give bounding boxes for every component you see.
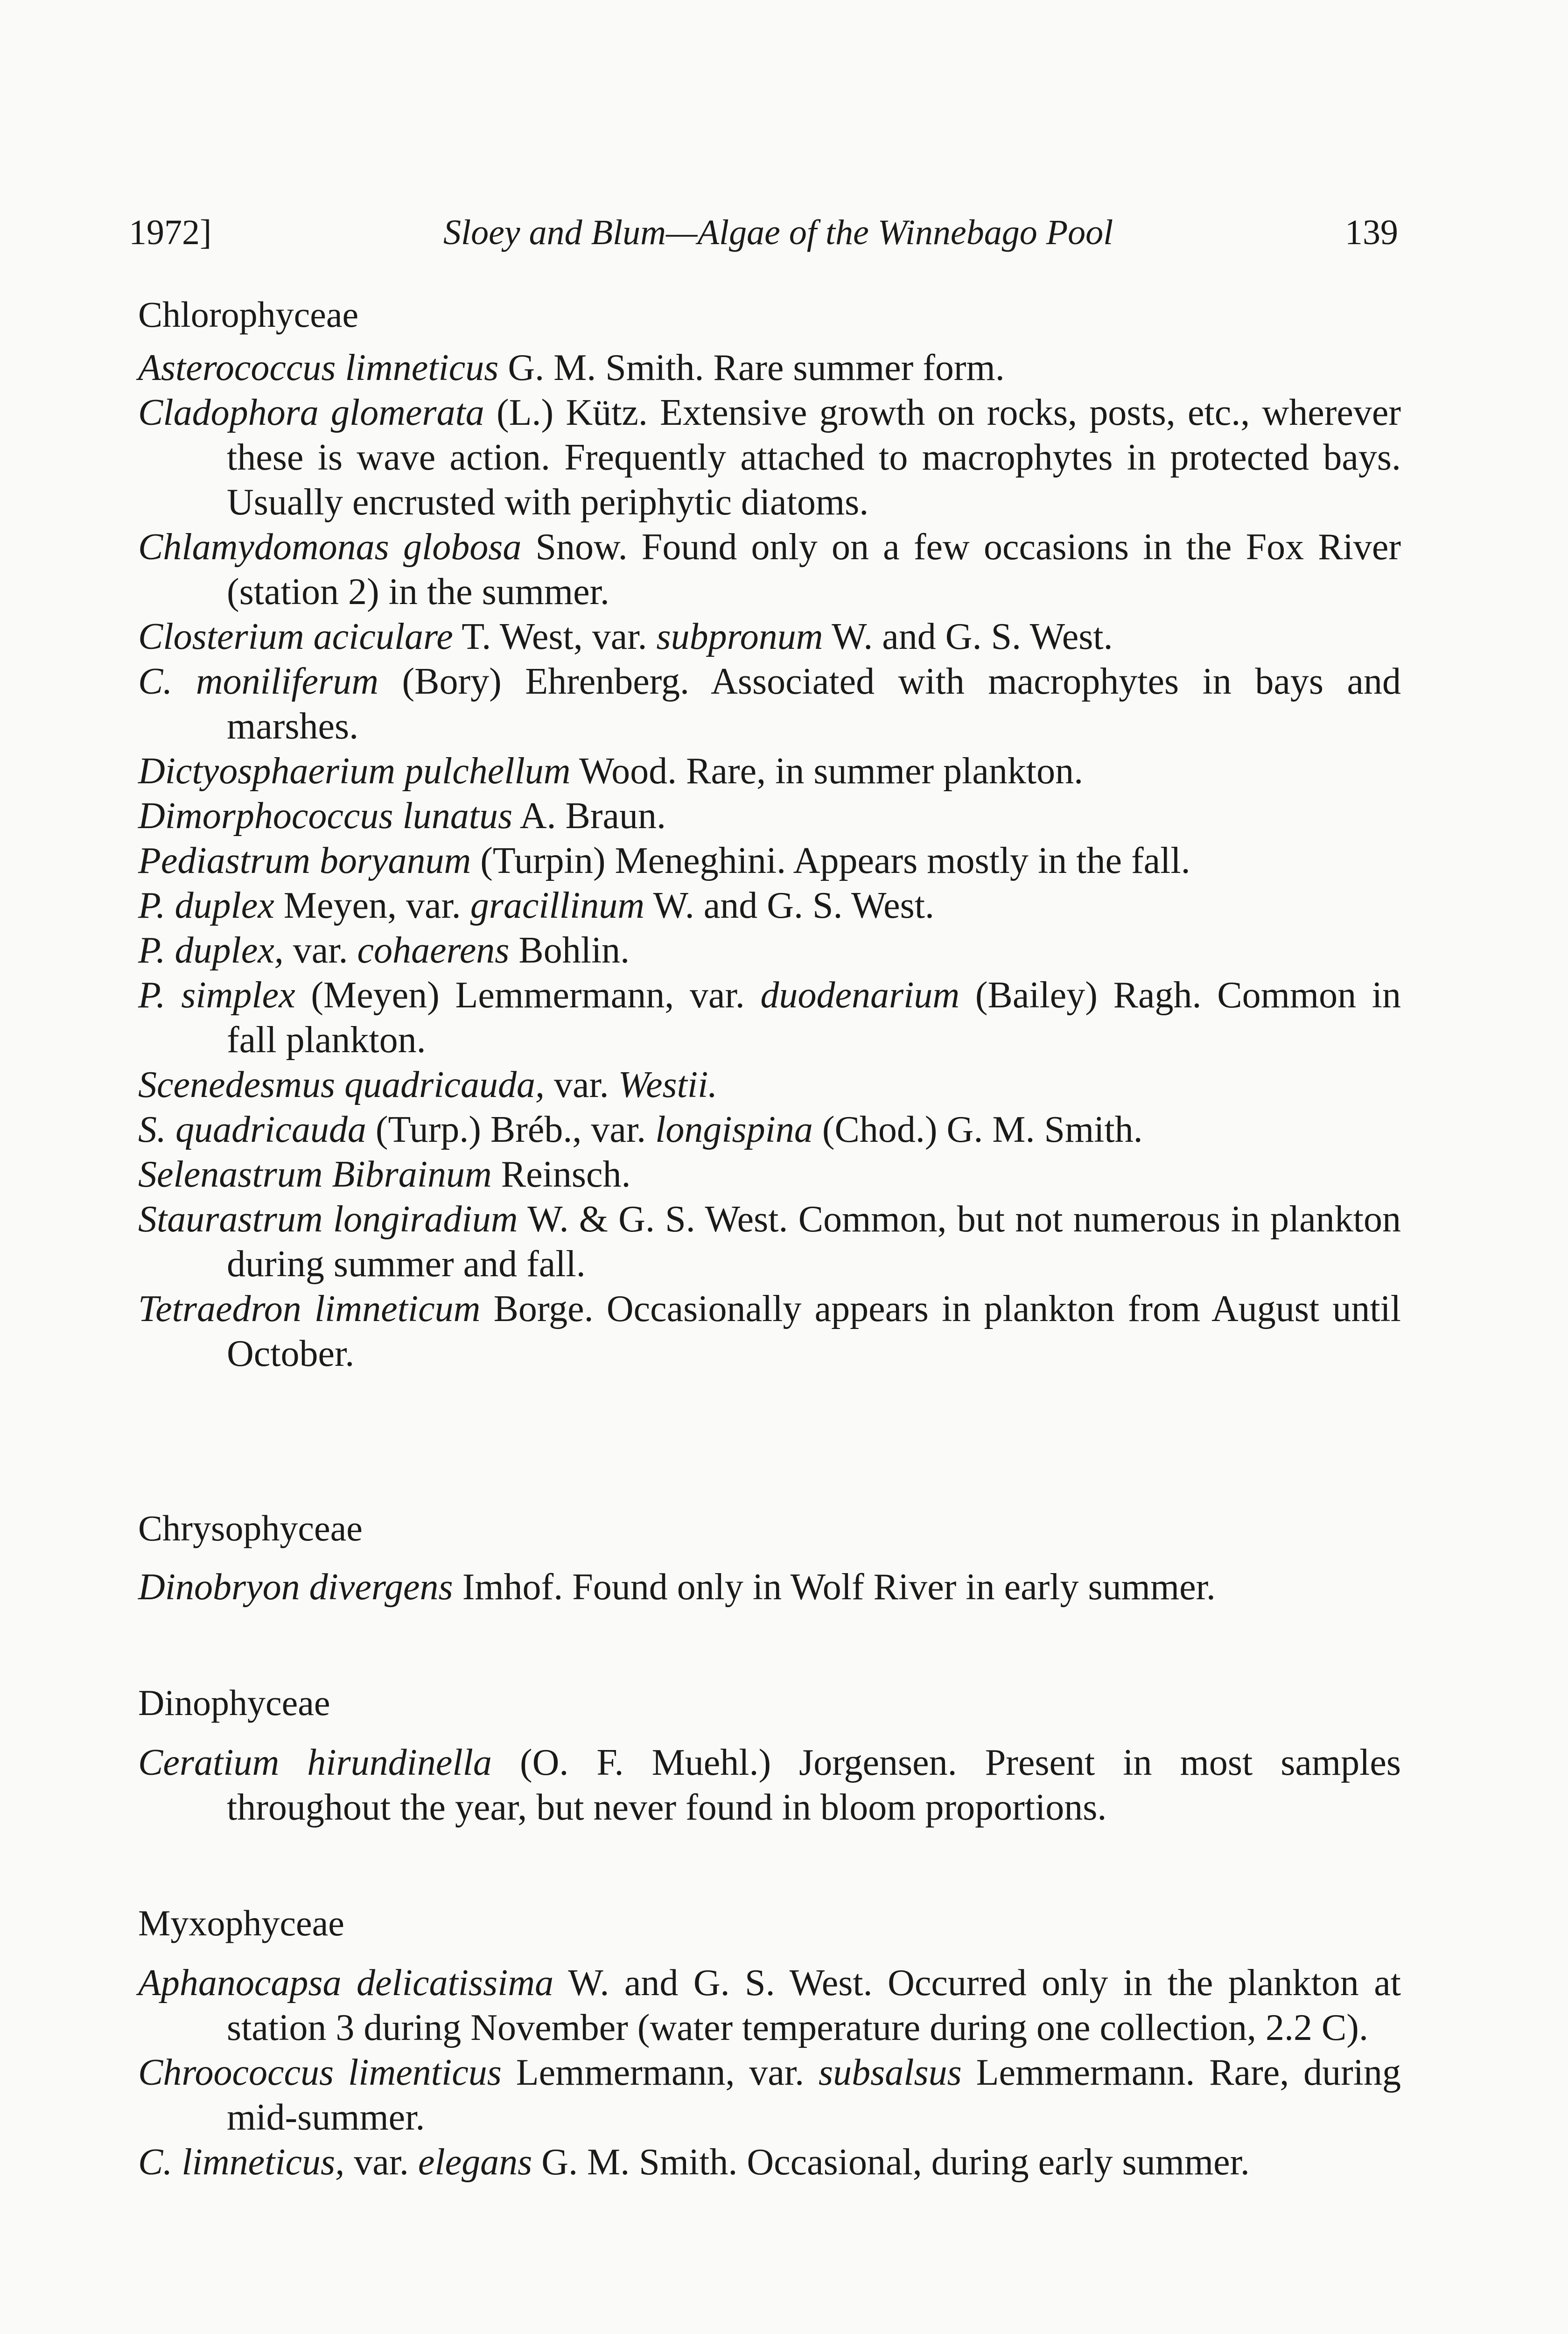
section-heading-chrysophyceae: Chrysophyceae <box>138 1508 363 1548</box>
chrysophyceae-list <box>138 1565 1401 1610</box>
chlorophyceae-list <box>138 345 1401 1376</box>
list-item: Selenastrum Bibrainum Reinsch. <box>138 1154 631 1195</box>
list-item: Dimorphococcus lunatus A. Braun. <box>138 795 666 837</box>
list-item: Tetraedron limneticum Borge. Occasionally appears in plankton from August until October. <box>138 1288 1401 1374</box>
section-heading-chlorophyceae: Chlorophyceae <box>138 294 359 335</box>
list-item: P. duplex Meyen, var. gracillinum W. and G. S. West. <box>138 885 935 926</box>
list-item: Chlamydomonas globosa Snow. Found only on a few occasions in the Fox River (station 2) in the summer. <box>138 527 1401 612</box>
list-item: C. moniliferum (Bory) Ehrenberg. Associated with macrophytes in bays and marshes. <box>138 661 1401 747</box>
dinophyceae-list <box>138 1740 1401 1830</box>
list-item: P. duplex, var. cohaerens Bohlin. <box>138 930 630 971</box>
running-header <box>129 209 1398 256</box>
list-item: Dictyosphaerium pulchellum Wood. Rare, in summer plankton. <box>138 751 1084 792</box>
section-heading-dinophyceae: Dinophyceae <box>138 1682 330 1723</box>
list-item: Chroococcus limenticus Lemmermann, var. subsalsus Lemmermann. Rare, during mid-summer. <box>138 2052 1401 2138</box>
header-title: Sloey and Blum—Algae of the Winnebago Pool <box>443 213 1113 252</box>
list-item: Closterium aciculare T. West, var. subpronum W. and G. S. West. <box>138 616 1113 657</box>
list-item: Dinobryon divergens Imhof. Found only in Wolf River in early summer. <box>138 1567 1216 1608</box>
list-item: Aphanocapsa delicatissima W. and G. S. West. Occurred only in the plankton at station 3 during November (water temperature during one collection, 2.2 C). <box>138 1962 1401 2048</box>
list-item: Scenedesmus quadricauda, var. Westii. <box>138 1064 718 1105</box>
list-item: Asterococcus limneticus G. M. Smith. Rare summer form. <box>138 347 1005 388</box>
list-item: C. limneticus, var. elegans G. M. Smith. Occasional, during early summer. <box>138 2142 1250 2183</box>
section-heading-myxophyceae: Myxophyceae <box>138 1903 344 1943</box>
list-item: P. simplex (Meyen) Lemmermann, var. duodenarium (Bailey) Ragh. Common in fall plankton. <box>138 975 1401 1061</box>
page-number: 139 <box>1344 213 1398 252</box>
list-item: S. quadricauda (Turp.) Bréb., var. longispina (Chod.) G. M. Smith. <box>138 1109 1143 1150</box>
list-item: Staurastrum longiradium W. & G. S. West. Common, but not numerous in plankton during summer and fall. <box>138 1199 1401 1285</box>
list-item: Pediastrum boryanum (Turpin) Meneghini. Appears mostly in the fall. <box>138 840 1190 881</box>
header-year: 1972] <box>129 213 212 252</box>
myxophyceae-list <box>138 1961 1401 2185</box>
list-item: Cladophora glomerata (L.) Kütz. Extensive growth on rocks, posts, etc., wherever these is wave action. Frequently attached to macrophytes in protected bays. Usually encrusted with periphytic diatoms. <box>138 392 1401 523</box>
list-item: Ceratium hirundinella (O. F. Muehl.) Jorgensen. Present in most samples throughout the year, but never found in bloom proportions. <box>138 1742 1401 1828</box>
